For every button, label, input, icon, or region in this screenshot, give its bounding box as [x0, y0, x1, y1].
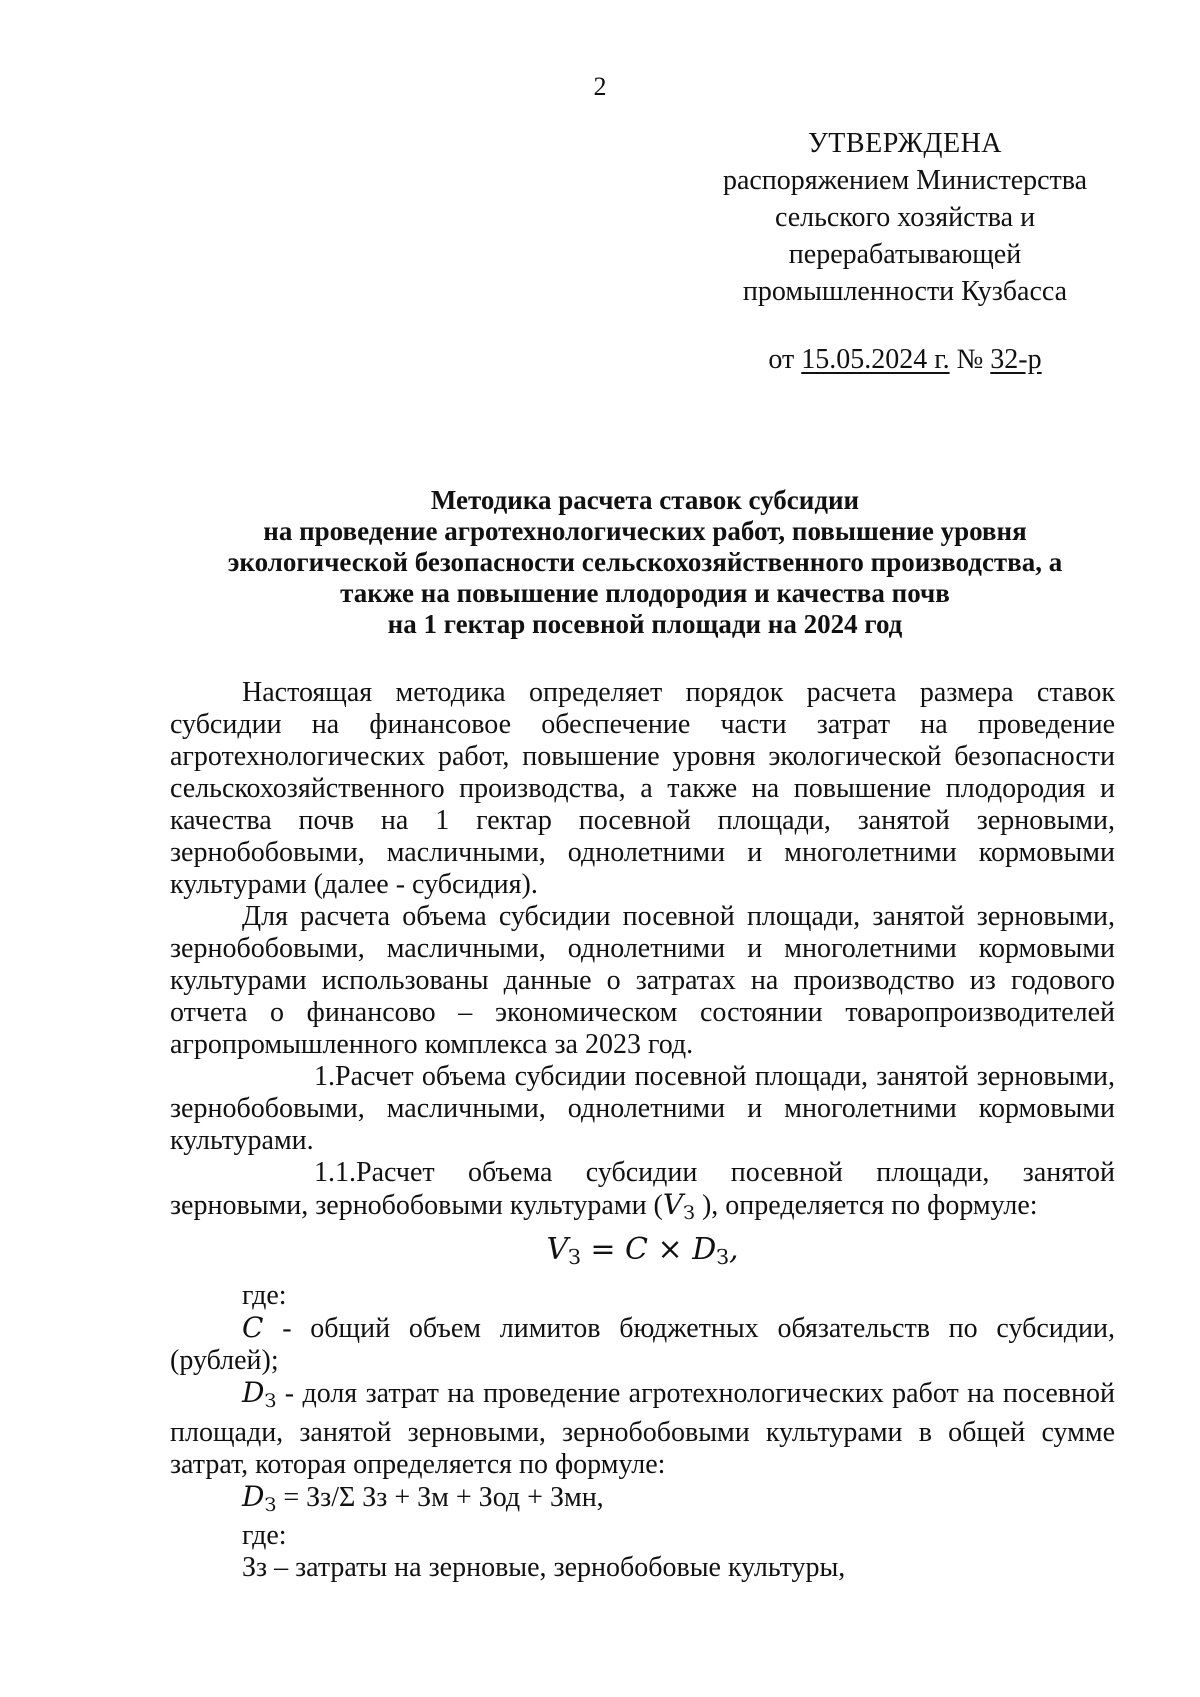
where-label: где: — [242, 1279, 287, 1311]
section-1-1-number: 1.1. — [314, 1157, 356, 1188]
order-prefix: от — [768, 344, 795, 375]
approval-stamp — [690, 125, 1120, 378]
title-line: также на повышение плодородия и качества почв — [340, 578, 950, 608]
order-date: 15.05.2024 г. — [801, 344, 950, 375]
title-line: экологической безопасности сельскохозяйственного производства, а — [227, 547, 1063, 577]
document-body — [170, 677, 1115, 1584]
order-number-sign: № — [956, 344, 984, 375]
section-1-text: Расчет объема субсидии посевной площади, занятой зерновыми, зернобобовыми, масличными, однолетними и многолетними кормовыми культурами. — [170, 1061, 1115, 1156]
approval-line: перерабатывающей — [788, 239, 1022, 270]
section-1-1-text-a: Расчет объема субсидии посевной площади, занятой зерновыми, зернобобовыми культурами ( — [170, 1157, 1115, 1221]
definition-d3: $D_З$ - доля затрат на проведение агротехнологических работ на посевной площади, занятой зерновыми, зернобобовыми культурами в общей сумме затрат, которая определяется по формуле: — [170, 1375, 1115, 1480]
data-source-paragraph: Для расчета объема субсидии посевной площади, занятой зерновыми, зернобобовыми, масличными, однолетними и многолетними кормовыми культурами использованы данные о затратах на производство из годового отчета о финансово – экономическом состоянии товаропроизводителей агропромышленного комплекса за 2023 год. — [170, 901, 1115, 1060]
approval-line: промышленности Кузбасса — [742, 276, 1068, 307]
title-line: Методика расчета ставок субсидии — [430, 485, 860, 515]
approval-line: сельского хозяйства и — [774, 202, 1036, 233]
definition-zz: Зз – затраты на зерновые, зернобобовые культуры, — [242, 1552, 846, 1584]
section-1-paragraph — [170, 1061, 1115, 1157]
formula-v3: $V_З = C \times D_З$, — [546, 1231, 739, 1269]
variable-c: C — [242, 1310, 264, 1344]
title-line: на проведение агротехнологических работ, повышение уровня — [263, 516, 1027, 546]
section-1-1-paragraph — [170, 1157, 1115, 1229]
order-number: 32-р — [990, 344, 1042, 375]
approval-heading: УТВЕРЖДЕНА — [807, 128, 1003, 159]
page-number: 2 — [593, 72, 607, 101]
variable-d3: $D_З$ — [242, 1375, 277, 1412]
intro-paragraph: Настоящая методика определяет порядок расчета размера ставок субсидии на финансовое обеспечение части затрат на проведение агротехнологических работ, повышение уровня экологической безопасности сельскохозяйственного производства, а также на повышение плодородия и качества почв на 1 гектар посевной площади, занятой зерновыми, зернобобовыми, масличными, однолетними и многолетними кормовыми культурами (далее - субсидия). — [170, 677, 1115, 900]
document-title — [170, 485, 1120, 640]
variable-v3: $V_З$ — [662, 1188, 695, 1224]
formula-d3: $D_З = Зз/\Sigma$ Зз + Зм + Зод + Змн, — [242, 1479, 604, 1516]
section-1-1-text-b: ), определяется по формуле: — [694, 1190, 1038, 1221]
definition-c: C - общий объем лимитов бюджетных обязательств по субсидии, (рублей); — [170, 1310, 1115, 1376]
section-1-number: 1. — [314, 1061, 335, 1092]
title-line: на 1 гектар посевной площади на 2024 год — [387, 609, 903, 639]
variable-d3-formula: $D_З$ — [242, 1479, 277, 1516]
order-reference — [690, 341, 1120, 378]
approval-line: распоряжением Министерства — [722, 165, 1088, 196]
where-label: где: — [242, 1520, 287, 1552]
